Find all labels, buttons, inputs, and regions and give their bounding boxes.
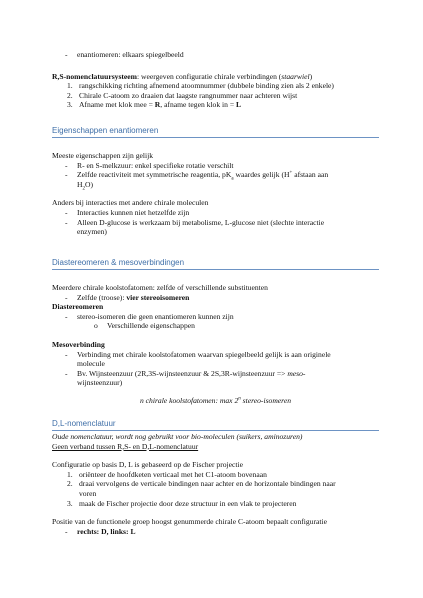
- stereo-formula: n chirale koolstofatomen: max 2$^n$ stereo-isomeren: [139, 395, 292, 405]
- bullet-enantiomers: - enantiomeren: elkaars spiegelbeeld: [65, 50, 184, 59]
- rs-title: R,S-nomenclatuursysteem: weergeven configuratie chirale verbindingen (staarwiel): [52, 71, 313, 81]
- rs-step-1: 1. rangschikking richting afnemend atoomnummer (dubbele binding zien als 2 enkele): [67, 81, 334, 91]
- dl-step-3: 3. maak de Fischer projectie door deze structuur in een vlak te projecteren: [67, 498, 297, 508]
- meso-bullet-1: - Verbinding met chirale koolstofatomen waarvan spiegelbeeld gelijk is aan originele: [65, 349, 331, 359]
- dl-step-1: 1. oriënteer de hoofdketen verticaal met het C1-atoom bovenaan: [67, 469, 267, 479]
- eig-bullet-3: - Interacties kunnen niet hetzelfde zijn: [65, 207, 190, 217]
- dia-bullet-2: - stereo-isomeren die geen enantiomeren kunnen zijn: [65, 311, 234, 321]
- eig-lead: Meeste eigenschappen zijn gelijk: [52, 151, 154, 160]
- dl-italic-line: Oude nomenclatuur, wordt nog gebruikt voor bio-moleculen (suikers, aminozuren): [52, 432, 303, 441]
- meso-bullet-2: - Bv. Wijnsteenzuur (2R,3S-wijnsteenzuur & 2S,3R-wijnsteenzuur => meso-: [65, 368, 306, 378]
- section-dl-nomenclatuur: [52, 432, 379, 536]
- dia-subtitle: Diastereomeren: [52, 302, 104, 312]
- heading-dl-nomenclatuur: D,L-nomenclatuur: [52, 418, 379, 431]
- heading-eigenschappen-enantiomeren: Eigenschappen enantiomeren: [52, 125, 379, 138]
- meso-title: Mesoverbinding: [52, 339, 105, 349]
- heading-diastereomeren: Diastereomeren & mesoverbindingen: [52, 257, 379, 270]
- section-diastereomeren: [52, 283, 379, 406]
- eig-bullet-4-cont: enzymen): [77, 227, 107, 237]
- eig-bullet-2-cont: $H_2O$): [77, 179, 93, 192]
- dl-underline-line: Geen verband tussen R,S- en D,L-nomenclatuur: [52, 441, 199, 451]
- meso-bullet-1-cont: molecule: [77, 359, 105, 369]
- meso-bullet-2-cont: wijnsteenzuur): [77, 378, 123, 388]
- rs-step-2: 2. Chirale C-atoom zo draaien dat laagste rangnummer naar achteren wijst: [67, 90, 298, 100]
- section-eigenschappen: [52, 151, 379, 237]
- section-rs-nomenclature: [52, 50, 379, 110]
- eig-lead-2: Anders bij interacties met andere chirale moleculen: [52, 198, 209, 208]
- dia-lead: Meerdere chirale koolstofatomen: zelfde of verschillende substituenten: [52, 283, 268, 292]
- eig-bullet-2: - Zelfde reactiviteit met symmetrische reagentia, $pK_a$ waardes gelijk (H+ afstaan aan: [65, 170, 329, 182]
- dl-step-2-cont: voren: [79, 488, 97, 498]
- eig-bullet-1: - R- en S-melkzuur: enkel specifieke rotatie verschilt: [65, 160, 234, 170]
- dl-lead-2: Positie van de functionele groep hoogst genummerde chirale C-atoom bepaalt configuratie: [52, 517, 327, 527]
- rs-step-3: 3. Afname met klok mee = R, afname tegen klok in = L: [67, 100, 242, 110]
- dl-step-2: 2. draai vervolgens de verticale bindingen naar achter en de horizontale bindingen naar: [67, 479, 336, 489]
- dia-bullet-1: - Zelfde (troose): vier stereoisomeren: [65, 292, 190, 302]
- dl-lead: Configuratie op basis D, L is gebaseerd op de Fischer projectie: [52, 460, 243, 470]
- dl-last-bullet: - rechts: D, links: L: [65, 526, 136, 536]
- eig-bullet-4: - Alleen D-glucose is werkzaam bij metabolisme, L-glucose niet (slechte interactie: [65, 217, 325, 227]
- dia-subbullet: o Verschillende eigenschappen: [94, 321, 195, 331]
